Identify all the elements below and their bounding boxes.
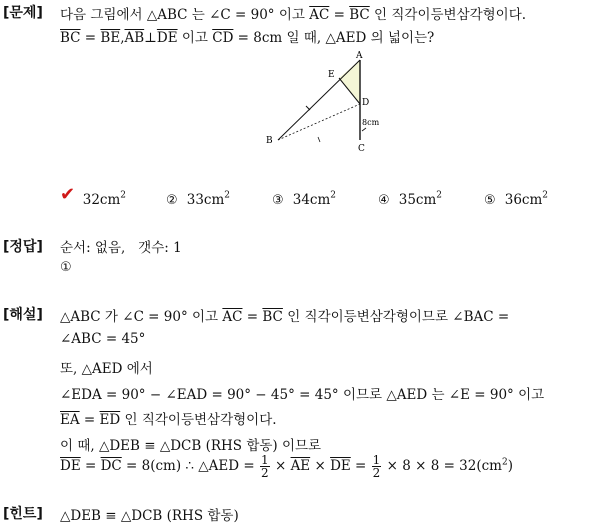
explanation-line-1 xyxy=(60,305,509,325)
option-5-sup: 2 xyxy=(542,190,549,201)
explanation-text: = 8(cm) ∴ △AED = xyxy=(121,458,260,474)
equals: = xyxy=(79,412,100,428)
option-3-sup: 2 xyxy=(330,190,337,201)
option-5[interactable] xyxy=(484,189,548,208)
line-bd xyxy=(278,104,360,140)
option-2-mark: ② xyxy=(166,193,178,208)
option-4-value: 35cm xyxy=(398,192,437,208)
comma: , xyxy=(120,30,125,46)
explanation-line-5 xyxy=(60,408,277,428)
hint-text: △DEB ≡ △DCB (RHS 합동) xyxy=(60,508,239,524)
answer-tag: [정답] xyxy=(3,239,43,255)
answer-line-1: 순서: 없음, 갯수: 1 xyxy=(60,240,182,256)
segment-bc: $\overline{BC}$ xyxy=(60,30,81,46)
checkmark-icon: ✔ xyxy=(60,184,76,205)
explanation-line-6: 이 때, △DEB ≡ △DCB (RHS 합동) 이므로 xyxy=(60,438,322,454)
equals: = xyxy=(80,458,101,474)
tick-be xyxy=(306,106,310,110)
segment-de: $\overline{DE}$ xyxy=(156,30,178,46)
fraction-numerator: 1 xyxy=(372,453,381,467)
answer-line-2: ① xyxy=(60,260,72,275)
explanation-text: △ABC 가 ∠C = 90° 이고 xyxy=(60,309,223,325)
label-a: A xyxy=(356,51,363,61)
problem-line-2 xyxy=(60,26,434,46)
problem-text: 다음 그림에서 △ABC 는 ∠C = 90° 이고 xyxy=(60,7,310,23)
explanation-text: 인 직각이등변삼각형이다. xyxy=(120,412,277,428)
segment-ac: $\overline{AC}$ xyxy=(309,7,330,23)
label-d: D xyxy=(362,98,370,108)
segment-de: $\overline{DE}$ xyxy=(330,458,351,474)
times: × xyxy=(270,458,291,474)
explanation-text: ) xyxy=(507,458,513,474)
hint-tag: [힌트] xyxy=(3,506,43,522)
segment-cd: $\overline{CD}$ xyxy=(212,30,234,46)
fraction-numerator: 1 xyxy=(261,453,269,467)
tick-bc xyxy=(318,137,320,142)
equals: = xyxy=(242,309,263,325)
perp-symbol: ⊥ xyxy=(144,30,157,46)
problem-text: = 8cm 일 때, △AED 의 넓이는? xyxy=(233,30,435,46)
option-2-value: 33cm xyxy=(186,192,225,208)
exponent: 2 xyxy=(501,457,508,468)
segment-de: $\overline{DE}$ xyxy=(60,458,81,474)
explanation-text: 인 직각이등변삼각형이므로 ∠BAC = xyxy=(282,309,510,325)
option-5-mark: ⑤ xyxy=(484,193,496,208)
option-2-sup: 2 xyxy=(224,190,231,201)
option-4-mark: ④ xyxy=(378,193,390,208)
option-5-value: 36cm xyxy=(504,192,543,208)
segment-ea: $\overline{EA}$ xyxy=(60,412,80,428)
segment-ac: $\overline{AC}$ xyxy=(222,309,243,325)
problem-tag: [문제] xyxy=(3,5,43,21)
explanation-text: × 8 × 8 = 32(cm xyxy=(382,458,502,474)
option-4-sup: 2 xyxy=(436,190,443,201)
option-3[interactable] xyxy=(272,189,336,208)
equals: = xyxy=(329,7,350,23)
explanation-line-4: ∠EDA = 90° − ∠EAD = 90° − 45° = 45° 이므로 △AED 는 ∠E = 90° 이고 xyxy=(60,387,545,403)
problem-text: 인 직각이등변삼각형이다. xyxy=(369,7,527,23)
line-ab xyxy=(278,60,360,140)
problem-line-1 xyxy=(60,3,526,23)
times: × xyxy=(310,458,331,474)
tick-cd xyxy=(362,128,366,131)
equals: = xyxy=(350,458,371,474)
option-1[interactable] xyxy=(60,184,127,208)
label-e: E xyxy=(328,70,335,80)
triangle-figure xyxy=(258,48,398,154)
segment-ed: $\overline{ED}$ xyxy=(99,412,121,428)
label-b: B xyxy=(266,136,273,146)
option-2[interactable] xyxy=(166,189,230,208)
explanation-line-2: ∠ABC = 45° xyxy=(60,331,146,347)
segment-ab: $\overline{AB}$ xyxy=(124,30,145,46)
fraction-denominator: 2 xyxy=(261,466,269,480)
label-c: C xyxy=(358,144,365,154)
option-1-value: 32cm xyxy=(82,192,121,208)
fraction-half xyxy=(372,454,382,479)
fraction-denominator: 2 xyxy=(372,466,381,480)
label-cd: 8cm xyxy=(362,118,380,127)
segment-dc: $\overline{DC}$ xyxy=(100,458,122,474)
option-1-sup: 2 xyxy=(120,190,127,201)
segment-ae: $\overline{AE}$ xyxy=(290,458,311,474)
explanation-line-3: 또, △AED 에서 xyxy=(60,361,153,377)
equals: = xyxy=(80,30,101,46)
segment-bc: $\overline{BC}$ xyxy=(262,309,283,325)
option-3-mark: ③ xyxy=(272,193,284,208)
option-3-value: 34cm xyxy=(292,192,331,208)
problem-text: 이고 xyxy=(177,30,213,46)
explanation-tag: [해설] xyxy=(3,307,43,323)
segment-be: $\overline{BE}$ xyxy=(100,30,121,46)
option-4[interactable] xyxy=(378,189,442,208)
explanation-line-7 xyxy=(60,454,513,479)
segment-bc: $\overline{BC}$ xyxy=(349,7,370,23)
fraction-half xyxy=(260,454,270,479)
